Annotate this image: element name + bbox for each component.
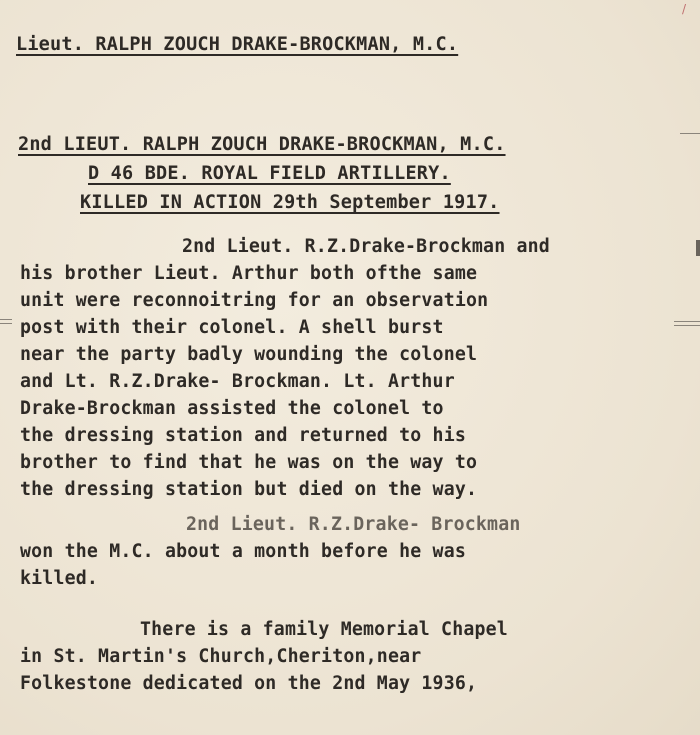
- p1-line-3: unit were reconnoitring for an observation: [20, 290, 489, 311]
- p1-line-10: the dressing station but died on the way.: [20, 479, 478, 500]
- title-line-killed: KILLED IN ACTION 29th September 1917.: [80, 192, 500, 213]
- right-margin-mark-2: [674, 325, 700, 326]
- right-margin-mark: [674, 321, 700, 322]
- left-margin-mark: [0, 319, 12, 320]
- right-top-margin-mark: [680, 133, 700, 134]
- p3-line-3: Folkestone dedicated on the 2nd May 1936,: [20, 673, 478, 694]
- p1-line-8: the dressing station and returned to his: [20, 425, 466, 446]
- p1-line-2: his brother Lieut. Arthur both ofthe same: [20, 263, 478, 284]
- p2-line-3: killed.: [20, 568, 99, 589]
- p1-line-1: 2nd Lieut. R.Z.Drake-Brockman and: [182, 236, 550, 257]
- corner-pen-mark: /: [681, 2, 686, 16]
- right-edge-tick: [696, 240, 700, 256]
- p1-line-5: near the party badly wounding the colonel: [20, 344, 478, 365]
- p2-line-1: 2nd Lieut. R.Z.Drake- Brockman: [186, 514, 521, 535]
- p1-line-9: brother to find that he was on the way to: [20, 452, 478, 473]
- p3-line-2: in St. Martin's Church,Cheriton,near: [20, 646, 422, 667]
- p1-line-7: Drake-Brockman assisted the colonel to: [20, 398, 444, 419]
- p2-line-2: won the M.C. about a month before he was: [20, 541, 466, 562]
- title-line-unit: D 46 BDE. ROYAL FIELD ARTILLERY.: [88, 163, 451, 184]
- p1-line-6: and Lt. R.Z.Drake- Brockman. Lt. Arthur: [20, 371, 455, 392]
- p1-line-4: post with their colonel. A shell burst: [20, 317, 444, 338]
- title-line-name: 2nd LIEUT. RALPH ZOUCH DRAKE-BROCKMAN, M.C.: [18, 134, 506, 155]
- left-margin-mark-2: [0, 323, 12, 324]
- document-heading: Lieut. RALPH ZOUCH DRAKE-BROCKMAN, M.C.: [16, 34, 459, 55]
- p3-line-1: There is a family Memorial Chapel: [140, 619, 508, 640]
